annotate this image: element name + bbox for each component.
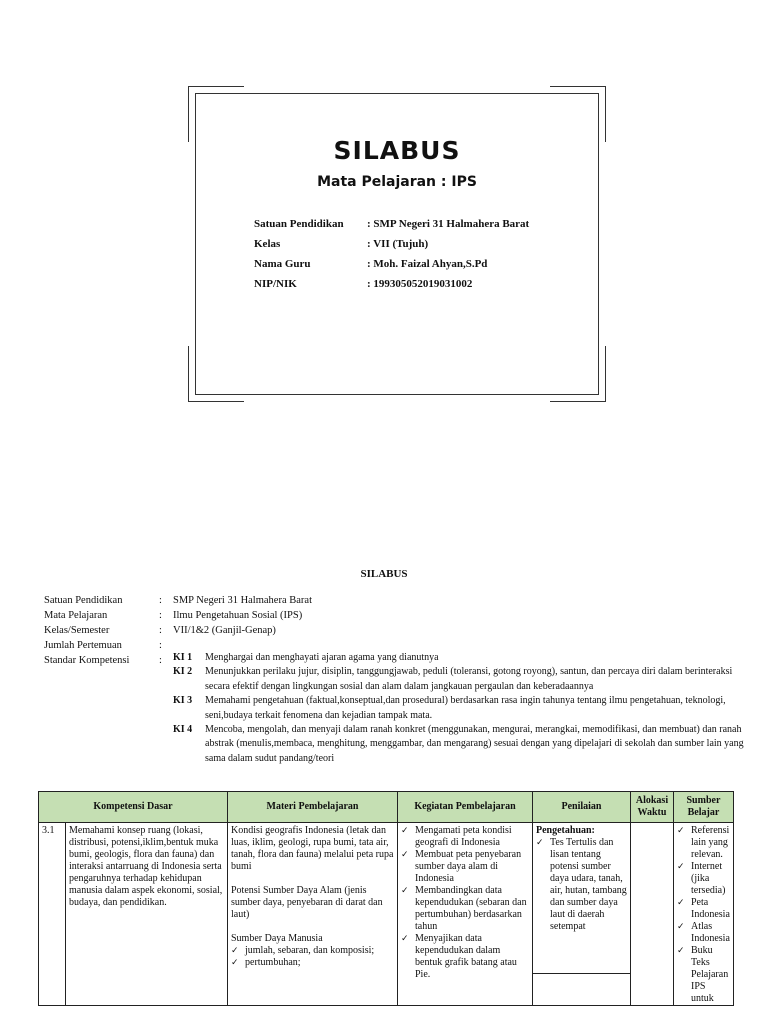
kegiatan-checklist [401,825,529,981]
ki-text: Menghargai dan menghayati ajaran agama yang dianutnya [205,652,439,663]
ki-item [173,665,753,694]
meta-row [44,623,312,638]
corner-ornament-top-left [188,86,203,101]
ki-code: KI 1 [173,652,193,663]
list-item: ✓ Tes Tertulis dan lisan tentang potensi sumber daya udara, tanah, air, hutan, tambang dan sumber daya laut di daerah setempat [536,837,627,933]
meta-value: Ilmu Pengetahuan Sosial (IPS) [173,610,303,621]
cover-info-value: : VII (Tujuh) [367,238,429,250]
ki-code: KI 4 [173,724,193,736]
meta-separator: : [159,655,162,666]
meta-value: SMP Negeri 31 Halmahera Barat [173,595,312,606]
meta-separator: : [159,595,162,606]
list-item: ✓ Atlas Indonesia [677,921,730,945]
cover-info-label: Nama Guru [254,258,311,270]
table-header-row [39,792,734,823]
ki-item [173,723,753,766]
materi-paragraph: Potensi Sumber Daya Alam (jenis sumber daya, penyebaran di darat dan laut) [231,885,383,920]
cover-info-value: : 199305052019031002 [367,278,473,290]
frame-ornament [188,346,189,390]
kompetensi-inti-list [173,651,753,766]
cover-info-value: : SMP Negeri 31 Halmahera Barat [367,218,530,230]
frame-ornament [605,346,606,390]
list-item: ✓ Internet (jika tersedia) [677,861,730,897]
header-kegiatan: Kegiatan Pembelajaran [398,792,533,823]
cover-info-row [254,274,529,294]
table-row [39,823,734,1006]
frame-ornament [550,401,594,402]
frame-ornament [200,401,244,402]
ki-text: Mencoba, mengolah, dan menyaji dalam ranah konkret (menggunakan, mengurai, merangkai, memodifikasi, dan membuat) dan ranah abstrak (menulis,membaca, menghitung, menggambar, dan mengarang) sesuai dengan yang dipelajari di sekolah dan sumber lain yang sama dalam sudut pandang/teori [205,724,744,764]
cell-materi [228,823,398,1006]
meta-separator: : [159,610,162,621]
frame-ornament [200,86,244,87]
materi-paragraph: Kondisi geografis Indonesia (letak dan luas, iklim, geologi, rupa bumi, tata air, tanah, flora dan fauna) melalui peta rupa bumi [231,825,394,872]
list-item: ✓ Menyajikan data kependudukan dalam bentuk grafik batang atau Pie. [401,933,529,981]
cover-info-row [254,214,529,234]
meta-label: Jumlah Pertemuan [44,640,122,651]
meta-row [44,593,312,608]
header-kompetensi-dasar: Kompetensi Dasar [39,792,228,823]
materi-paragraph: Sumber Daya Manusia [231,933,323,944]
penilaian-heading: Pengetahuan: [536,825,595,836]
ki-code: KI 3 [173,695,193,707]
meta-value: VII/1&2 (Ganjil-Genap) [173,625,276,636]
cell-alokasi [631,823,674,1006]
cell-penilaian [533,823,631,1006]
list-item: ✓ Membuat peta penyebaran sumber daya alam di Indonesia [401,849,529,885]
meta-label: Kelas/Semester [44,625,110,636]
corner-ornament-bottom-left [188,387,203,402]
ki-code: KI 2 [173,666,193,678]
meta-label: Satuan Pendidikan [44,595,123,606]
list-item: ✓ Mengamati peta kondisi geografi di Indonesia [401,825,529,849]
list-item: ✓ jumlah, sebaran, dan komposisi; [231,945,394,957]
header-alokasi: Alokasi Waktu [631,792,674,823]
meta-separator: : [159,625,162,636]
cell-sumber [674,823,734,1006]
cell-kompetensi-dasar: Memahami konsep ruang (lokasi, distribusi, potensi,iklim,bentuk muka bumi, geologis, flora dan fauna) dan interaksi antarruang di Indonesia serta pengaruhnya terhadap kehidupan manusia dalam aspek ekonomi, sosial, budaya, dan pendidikan. [66,823,228,1006]
cell-number: 3.1 [39,823,66,1006]
header-sumber: Sumber Belajar [674,792,734,823]
meta-label: Standar Kompetensi [44,655,130,666]
meta-separator: : [159,640,162,651]
cell-kegiatan [398,823,533,1006]
cell-divider [533,973,630,974]
silabus-title: SILABUS [360,568,408,580]
list-item: ✓ pertumbuhan; [231,957,394,969]
ki-item [173,694,753,723]
ki-text: Memahami pengetahuan (faktual,konseptual,dan prosedural) berdasarkan rasa ingin tahunya tentang ilmu pengetahuan, teknologi, seni,budaya terkait fenomena dan kejadian tampak mata. [205,695,726,721]
cover-frame [188,86,606,402]
cover-info [254,214,529,294]
list-item: ✓ Membandingkan data kependudukan (sebaran dan pertumbuhan) berdasarkan tahun [401,885,529,933]
materi-checklist [231,945,394,969]
corner-ornament-bottom-right [591,387,606,402]
sumber-checklist [677,825,730,1005]
cover-info-label: NIP/NIK [254,278,297,290]
ki-text: Menunjukkan perilaku jujur, disiplin, tanggungjawab, peduli (toleransi, gotong royong), santun, dan percaya diri dalam berinteraksi secara efektif dengan lingkungan sosial dan alam dalam jangkauan pergaulan dan keberadaannya [205,666,733,692]
penilaian-checklist [536,837,627,933]
header-materi: Materi Pembelajaran [228,792,398,823]
meta-label: Mata Pelajaran [44,610,108,621]
cover-title: SILABUS [333,136,461,165]
meta-row [44,608,312,623]
cover-info-row [254,254,529,274]
corner-ornament-top-right [591,86,606,101]
cover-info-value: : Moh. Faizal Ahyan,S.Pd [367,258,488,270]
silabus-table [38,791,734,1006]
frame-ornament [550,86,594,87]
header-penilaian: Penilaian [533,792,631,823]
cover-info-row [254,234,529,254]
list-item: ✓ Referensi lain yang relevan. [677,825,730,861]
list-item: ✓ Peta Indonesia [677,897,730,921]
list-item: ✓ Buku Teks Pelajaran IPS untuk [677,945,730,1005]
cover-subtitle: Mata Pelajaran : IPS [317,174,477,190]
ki-item [173,651,753,665]
cover-info-label: Kelas [254,238,281,250]
cover-info-label: Satuan Pendidikan [254,218,344,230]
